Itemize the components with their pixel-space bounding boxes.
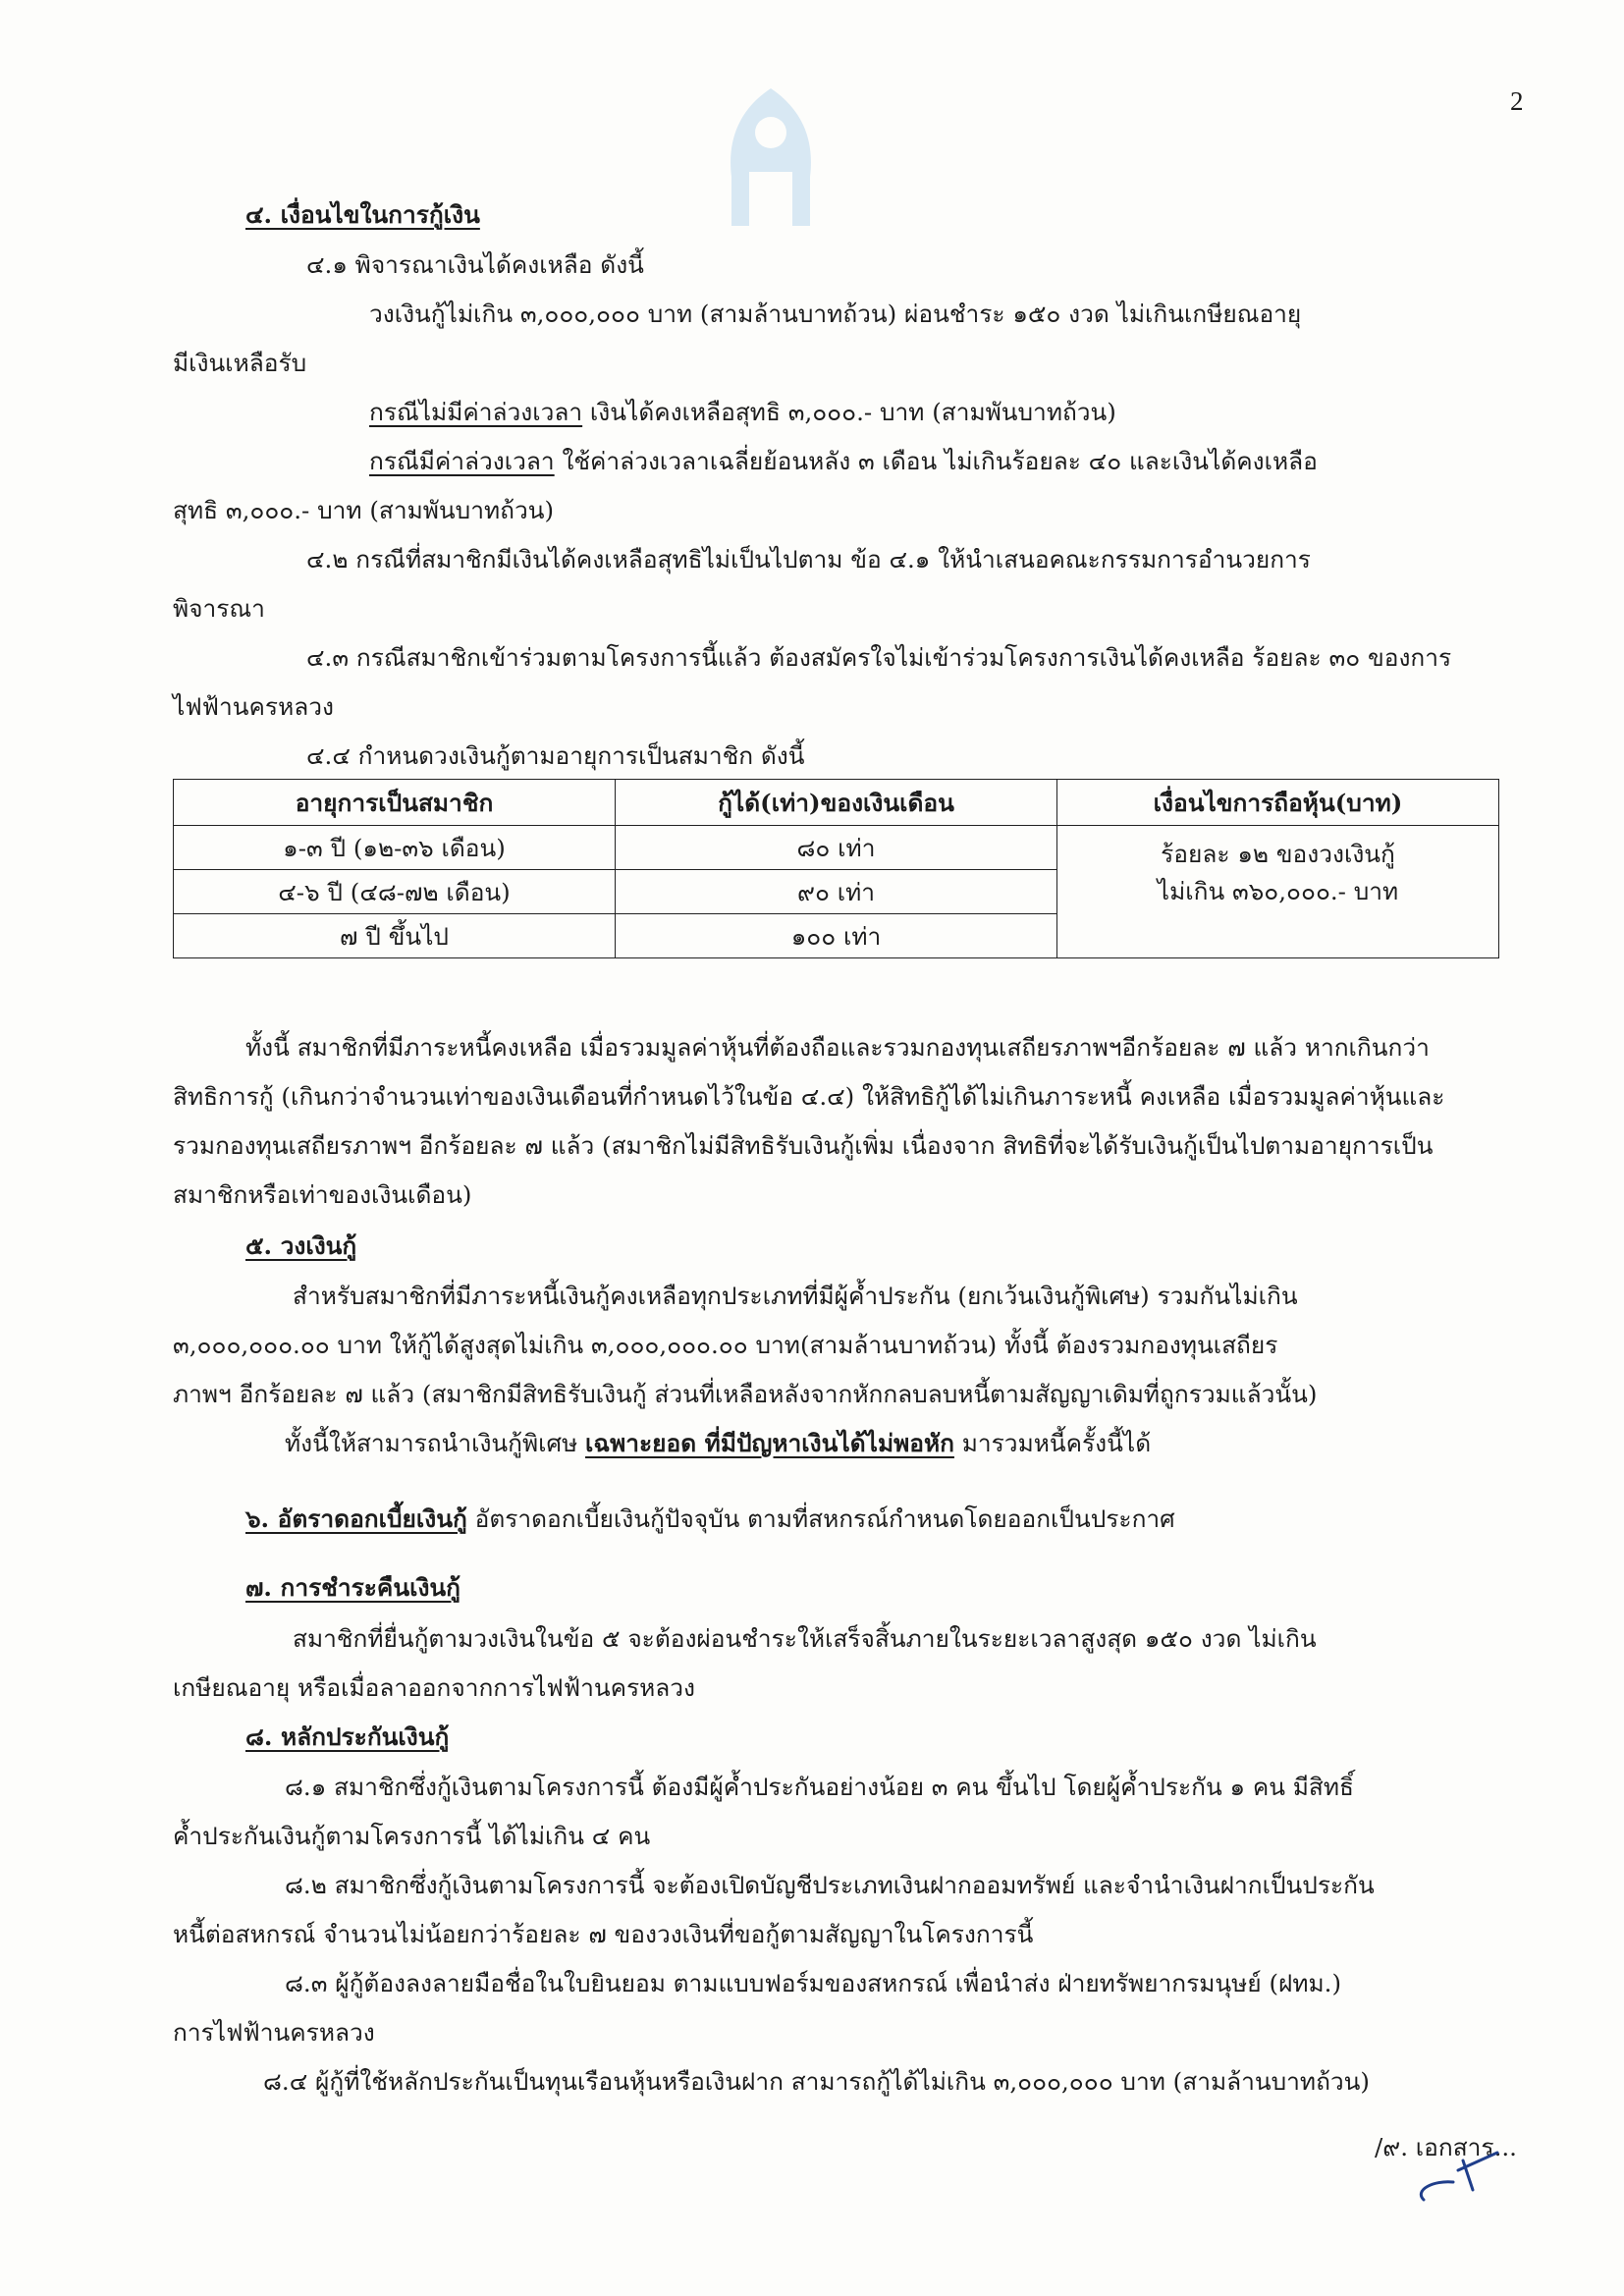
section-7-heading: ๗. การชำระคืนเงินกู้ <box>245 1573 460 1602</box>
table-header-row <box>174 780 1499 826</box>
note-line: รวมกองทุนเสถียรภาพฯ อีกร้อยละ ๗ แล้ว (สมาชิกไม่มีสิทธิรับเงินกู้เพิ่ม เนื่องจาก สิทธิที่จะได้รับเงินกู้เป็นไปตามอายุการเป็น <box>173 1131 1434 1160</box>
note-line: สิทธิการกู้ (เกินกว่าจำนวนเท่าของเงินเดือนที่กำหนดไว้ในข้อ ๔.๔) ให้สิทธิกู้ได้ไม่เกินภาระหนี้ คงเหลือ เมื่อรวมมูลค่าหุ้นและ <box>173 1082 1445 1111</box>
item-8-1-line: ค้ำประกันเงินกู้ตามโครงการนี้ ได้ไม่เกิน ๔ คน <box>173 1822 651 1850</box>
item-8-2-line: ๘.๒ สมาชิกซึ่งกู้เงินตามโครงการนี้ จะต้องเปิดบัญชีประเภทเงินฝากออมทรัพย์ และจำนำเงินฝากเป็นประกัน <box>285 1871 1375 1899</box>
section-6-heading: ๖. อัตราดอกเบี้ยเงินกู้ <box>245 1504 467 1533</box>
item-8-3-line: การไฟฟ้านครหลวง <box>173 2018 375 2047</box>
table-header-cell: อายุการเป็นสมาชิก <box>174 780 616 826</box>
item-4-1-case1 <box>369 396 1116 429</box>
item-8-3-line: ๘.๓ ผู้กู้ต้องลงลายมือชื่อในใบยินยอม ตามแบบฟอร์มของสหกรณ์ เพื่อนำส่ง ฝ่ายทรัพยากรมนุษย์ (ฝทม.) <box>285 1969 1342 1997</box>
item-4-1-line1: วงเงินกู้ไม่เกิน ๓,๐๐๐,๐๐๐ บาท (สามล้านบาทถ้วน) ผ่อนชำระ ๑๕๐ งวด ไม่เกินเกษียณอายุ <box>369 300 1302 328</box>
item-8-4-line: ๘.๔ ผู้กู้ที่ใช้หลักประกันเป็นทุนเรือนหุ้นหรือเงินฝาก สามารถกู้ได้ไม่เกิน ๓,๐๐๐,๐๐๐ บาท (สามล้านบาทถ้วน) <box>263 2067 1370 2096</box>
share-condition-line: ร้อยละ ๑๒ ของวงเงินกู้ <box>1161 840 1395 868</box>
item-8-1-line: ๘.๑ สมาชิกซึ่งกู้เงินตามโครงการนี้ ต้องมีผู้ค้ำประกันอย่างน้อย ๓ คน ขึ้นไป โดยผู้ค้ำประกัน ๑ คน มีสิทธิ์ <box>285 1773 1354 1801</box>
age-cell: ๑-๓ ปี (๑๒-๓๖ เดือน) <box>174 826 616 870</box>
item-4-1-line2: มีเงินเหลือรับ <box>173 349 307 377</box>
special-text-b: เฉพาะยอด ที่มีปัญหาเงินได้ไม่พอหัก <box>585 1429 954 1457</box>
next-page-reference: /๙. เอกสาร... <box>1375 2133 1517 2161</box>
case2-label: กรณีมีค่าล่วงเวลา <box>369 447 555 475</box>
section-6 <box>245 1503 1175 1536</box>
item-4-2-line1: ๔.๒ กรณีที่สมาชิกมีเงินได้คงเหลือสุทธิไม่เป็นไปตาม ข้อ ๔.๑ ให้นำเสนอคณะกรรมการอำนวยการ <box>306 545 1311 574</box>
note-line: สมาชิกหรือเท่าของเงินเดือน) <box>173 1180 472 1209</box>
share-condition-line: ไม่เกิน ๓๖๐,๐๐๐.- บาท <box>1157 877 1399 905</box>
section-4-heading: ๔. เงื่อนไขในการกู้เงิน <box>245 200 480 229</box>
special-text-c: มารวมหนี้ครั้งนี้ได้ <box>953 1429 1152 1457</box>
section-5-line: ภาพฯ อีกร้อยละ ๗ แล้ว (สมาชิกมีสิทธิรับเงินกู้ ส่วนที่เหลือหลังจากหักกลบลบหนี้ตามสัญญาเดิมที่ถูกรวมแล้วนั้น) <box>173 1380 1318 1408</box>
item-4-1-case2 <box>369 445 1318 478</box>
section-5-line: สำหรับสมาชิกที่มีภาระหนี้เงินกู้คงเหลือทุกประเภทที่มีผู้ค้ำประกัน (ยกเว้นเงินกู้พิเศษ) รวมกันไม่เกิน <box>293 1282 1298 1310</box>
section-5-heading: ๕. วงเงินกู้ <box>245 1231 357 1260</box>
item-4-4-title: ๔.๔ กำหนดวงเงินกู้ตามอายุการเป็นสมาชิก ดังนี้ <box>306 741 805 770</box>
share-condition-cell <box>1057 826 1499 958</box>
section-5-special <box>285 1427 1151 1460</box>
section-7-line1: สมาชิกที่ยื่นกู้ตามวงเงินในข้อ ๕ จะต้องผ่อนชำระให้เสร็จสิ้นภายในระยะเวลาสูงสุด ๑๕๐ งวด ไม่เกิน <box>293 1624 1317 1653</box>
item-4-3-line1: ๔.๓ กรณีสมาชิกเข้าร่วมตามโครงการนี้แล้ว ต้องสมัครใจไม่เข้าร่วมโครงการเงินได้คงเหลือ ร้อยละ ๓๐ ของการ <box>306 643 1452 672</box>
page-number: 2 <box>1510 86 1524 116</box>
note-line: ทั้งนี้ สมาชิกที่มีภาระหนี้คงเหลือ เมื่อรวมมูลค่าหุ้นที่ต้องถือและรวมกองทุนเสถียรภาพฯอีกร้อยละ ๗ แล้ว หากเกินกว่า <box>245 1033 1430 1062</box>
table-row <box>174 826 1499 870</box>
item-4-1-case2-cont: สุทธิ ๓,๐๐๐.- บาท (สามพันบาทถ้วน) <box>173 496 555 524</box>
case1-text: เงินได้คงเหลือสุทธิ ๓,๐๐๐.- บาท (สามพันบาทถ้วน) <box>582 398 1116 426</box>
special-text-a: ทั้งนี้ให้สามารถนำเงินกู้พิเศษ <box>285 1429 586 1457</box>
loan-limit-table <box>173 779 1499 958</box>
multiple-cell: ๙๐ เท่า <box>616 870 1057 914</box>
cooperative-emblem-icon <box>702 79 839 246</box>
age-cell: ๗ ปี ขึ้นไป <box>174 914 616 958</box>
item-4-1-title: ๔.๑ พิจารณาเงินได้คงเหลือ ดังนี้ <box>306 250 644 279</box>
case2-text: ใช้ค่าล่วงเวลาเฉลี่ยย้อนหลัง ๓ เดือน ไม่เกินร้อยละ ๔๐ และเงินได้คงเหลือ <box>554 447 1318 475</box>
table-header-cell: เงื่อนไขการถือหุ้น(บาท) <box>1057 780 1499 826</box>
table-header-cell: กู้ได้(เท่า)ของเงินเดือน <box>616 780 1057 826</box>
case1-label: กรณีไม่มีค่าล่วงเวลา <box>369 398 583 426</box>
section-8-heading: ๘. หลักประกันเงินกู้ <box>245 1722 450 1751</box>
signature-initial-icon <box>1404 2141 1522 2210</box>
section-6-text: อัตราดอกเบี้ยเงินกู้ปัจจุบัน ตามที่สหกรณ์กำหนดโดยออกเป็นประกาศ <box>466 1504 1175 1533</box>
item-8-2-line: หนี้ต่อสหกรณ์ จำนวนไม่น้อยกว่าร้อยละ ๗ ของวงเงินที่ขอกู้ตามสัญญาในโครงการนี้ <box>173 1920 1034 1948</box>
multiple-cell: ๘๐ เท่า <box>616 826 1057 870</box>
item-4-3-line2: ไฟฟ้านครหลวง <box>173 692 334 721</box>
multiple-cell: ๑๐๐ เท่า <box>616 914 1057 958</box>
item-4-2-line2: พิจารณา <box>173 594 265 623</box>
age-cell: ๔-๖ ปี (๔๘-๗๒ เดือน) <box>174 870 616 914</box>
section-5-line: ๓,๐๐๐,๐๐๐.๐๐ บาท ให้กู้ได้สูงสุดไม่เกิน ๓,๐๐๐,๐๐๐.๐๐ บาท(สามล้านบาทถ้วน) ทั้งนี้ ต้องรวมกองทุนเสถียร <box>173 1331 1278 1359</box>
section-7-line2: เกษียณอายุ หรือเมื่อลาออกจากการไฟฟ้านครหลวง <box>173 1673 696 1702</box>
